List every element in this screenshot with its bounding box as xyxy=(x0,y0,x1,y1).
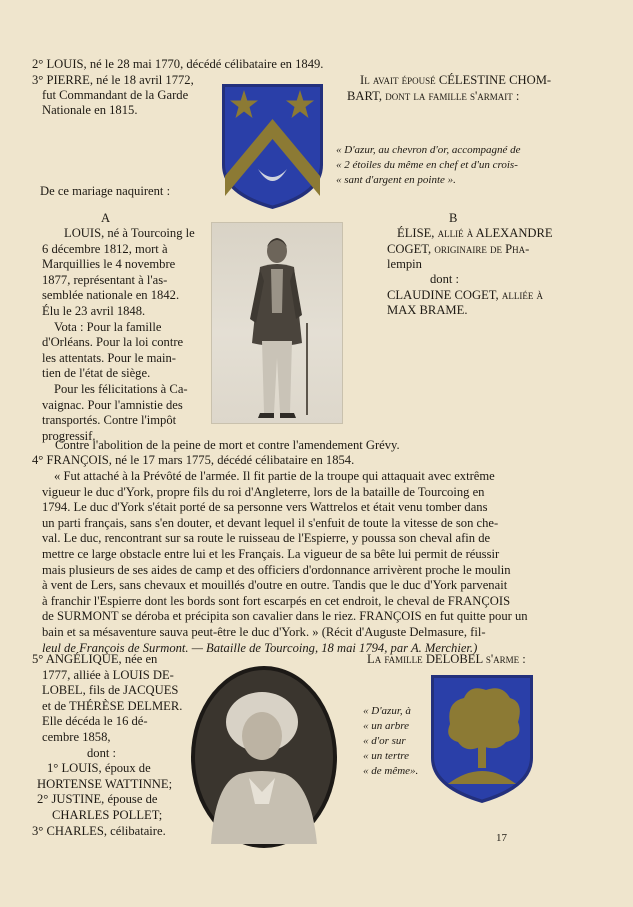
angelique-line: CHARLES POLLET; xyxy=(52,807,163,822)
chombart-coat-of-arms xyxy=(219,81,326,212)
branch-a-line: progressif. xyxy=(42,428,96,443)
branch-a-letter: A xyxy=(101,211,111,225)
figure-trousers xyxy=(262,341,292,413)
entry-pierre-line-2: fut Commandant de la Garde xyxy=(42,88,189,102)
branch-a-line: d'Orléans. Pour la loi contre xyxy=(42,335,184,350)
francois-heading: 4° FRANÇOIS, né le 17 mars 1775, décédé célibataire en 1854. xyxy=(32,453,355,467)
francois-line: mais plusieurs de ses aides de camp et des officiers d'ordonnance arrivèrent proche le moulin xyxy=(42,562,511,577)
delobel-arms-line: « d'or sur xyxy=(363,735,406,747)
branch-a-line: les attentats. Pour le main- xyxy=(42,350,176,365)
branch-a-line: semblée nationale en 1842. xyxy=(42,288,180,303)
angelique-line: Elle décéda le 16 dé- xyxy=(42,714,148,729)
angelique-line: 2° JUSTINE, épouse de xyxy=(37,792,158,807)
entry-louis-1770: 2° LOUIS, né le 28 mai 1770, décédé célibataire en 1849. xyxy=(32,57,324,71)
branch-a-line: 1877, représentant à l'as- xyxy=(42,272,168,287)
tree-trunk xyxy=(478,742,486,768)
angelique-line: 3° CHARLES, célibataire. xyxy=(32,823,166,838)
delobel-arms-line: « un arbre xyxy=(363,720,410,732)
angelique-line: HORTENSE WATTINNE; xyxy=(37,776,173,791)
angelique-line: 1° LOUIS, époux de xyxy=(47,761,151,776)
branch-b-letter: B xyxy=(449,211,458,225)
francois-line: de SURMONT se déroba et précipita son cavalier dans le riez. FRANÇOIS en fut quitte pour un xyxy=(42,609,528,624)
angelique-line: dont : xyxy=(87,745,117,760)
branch-a-line: vaignac. Pour l'amnistie des xyxy=(42,397,183,412)
angelique-text xyxy=(32,652,192,839)
branch-a-line: Vota : Pour la famille xyxy=(54,319,162,334)
branch-a-text xyxy=(42,226,200,444)
francois-line: mettre ce large obstacle entre lui et les Français. La vigueur de sa bête lui permit de réussir xyxy=(42,546,500,561)
entry-pierre-line-3: Nationale en 1815. xyxy=(42,103,138,117)
branch-b-line: CLAUDINE COGET, alliée à xyxy=(387,288,543,302)
page-number: 17 xyxy=(496,832,507,844)
chombart-arms-line-1: « D'azur, au chevron d'or, accompagné de xyxy=(336,144,521,156)
angelique-line: et de THÉRÈSE DELMER. xyxy=(42,698,183,713)
francois-line: à vent de Lers, sans chevaux et mouillés d'outre en outre. Tandis que le duc d'York parvenait xyxy=(42,578,508,593)
branch-a-line: tien de l'état de siège. xyxy=(42,366,151,381)
delobel-arms-line: « un tertre xyxy=(363,750,410,762)
delobel-arms-line: « D'azur, à xyxy=(363,705,411,717)
delobel-coat-of-arms xyxy=(428,672,536,806)
branch-a-line: LOUIS, né à Tourcoing le xyxy=(64,226,195,240)
branch-a-line: Élu le 23 avril 1848. xyxy=(42,303,146,318)
delobel-arms-line: « de même». xyxy=(363,765,419,777)
face xyxy=(242,712,282,760)
delobel-intro: La famille DELOBEL s'arme : xyxy=(367,652,526,666)
figure-cane xyxy=(306,323,308,415)
angelique-line: 5° ANGÉLIQUE, née en xyxy=(32,652,158,666)
children-intro: De ce mariage naquirent : xyxy=(40,184,171,198)
figure-shoes xyxy=(258,413,296,418)
francois-line: à franchir l'Espierre dont les bords sont fort escarpés en cet endroit, le cheval de FRANÇOIS xyxy=(42,593,511,608)
francois-line: val. Le duc, rencontrant sur sa route le ruisseau de l'Espierre, y poussa son cheval afin de xyxy=(42,531,491,546)
francois-line: un parti français, sans s'en douter, et devant lequel il s'enfuit de toute la vitesse de son che- xyxy=(42,515,499,530)
portrait-louis-image xyxy=(211,222,343,424)
angelique-line: cembre 1858, xyxy=(42,729,111,744)
figure-vest xyxy=(271,269,283,313)
branch-a-line: 6 décembre 1812, mort à xyxy=(42,241,168,256)
francois-line: « Fut attaché à la Prévôté de l'armée. Il fit partie de la troupe qui attaquait avec extrême xyxy=(54,469,495,483)
married-line-2: BART, dont la famille s'armait : xyxy=(347,89,520,103)
chombart-arms-line-2: « 2 étoiles du même en chef et d'un crois- xyxy=(336,159,518,171)
chombart-arms-line-3: « sant d'argent en pointe ». xyxy=(336,174,456,186)
portrait-angelique-image xyxy=(189,664,339,850)
angelique-line: LOBEL, fils de JACQUES xyxy=(42,683,179,698)
branch-a-line: Pour les félicitations à Ca- xyxy=(54,381,188,396)
francois-narrative xyxy=(42,469,591,656)
branch-b-line: lempin xyxy=(387,257,422,271)
branch-b-line: dont : xyxy=(430,272,460,286)
francois-line: bain et sa mésaventure sauva peut-être le duc d'York. » (Récit d'Auguste Delmasure, fil- xyxy=(42,624,486,639)
branch-b-line: ÉLISE, allié à ALEXANDRE xyxy=(397,226,553,240)
married-line-1: Il avait épousé CÉLESTINE CHOM- xyxy=(360,73,552,87)
francois-line: leul de François de Surmont. — Bataille de Tourcoing, 18 mai 1794, par A. Merchier.) xyxy=(42,640,478,655)
francois-line: 1794. Le duc d'York s'était porté de sa personne vers Wattrelos et était venu tomber dans xyxy=(42,500,488,515)
branch-a-continuation: Contre l'abolition de la peine de mort et contre l'amendement Grévy. xyxy=(55,438,400,452)
branch-a-line: Marquillies le 4 novembre xyxy=(42,257,176,272)
branch-a-line: transportés. Contre l'impôt xyxy=(42,413,177,428)
branch-b-line: MAX BRAME. xyxy=(387,303,468,317)
entry-pierre-line-1: 3° PIERRE, né le 18 avril 1772, xyxy=(32,73,194,87)
francois-line: vigueur le duc d'York, propre fils du roi d'Angleterre, lors de la bataille de Tourcoing en xyxy=(42,484,485,499)
branch-b-line: COGET, originaire de Pha- xyxy=(387,242,530,256)
angelique-line: 1777, alliée à LOUIS DE- xyxy=(42,667,174,682)
